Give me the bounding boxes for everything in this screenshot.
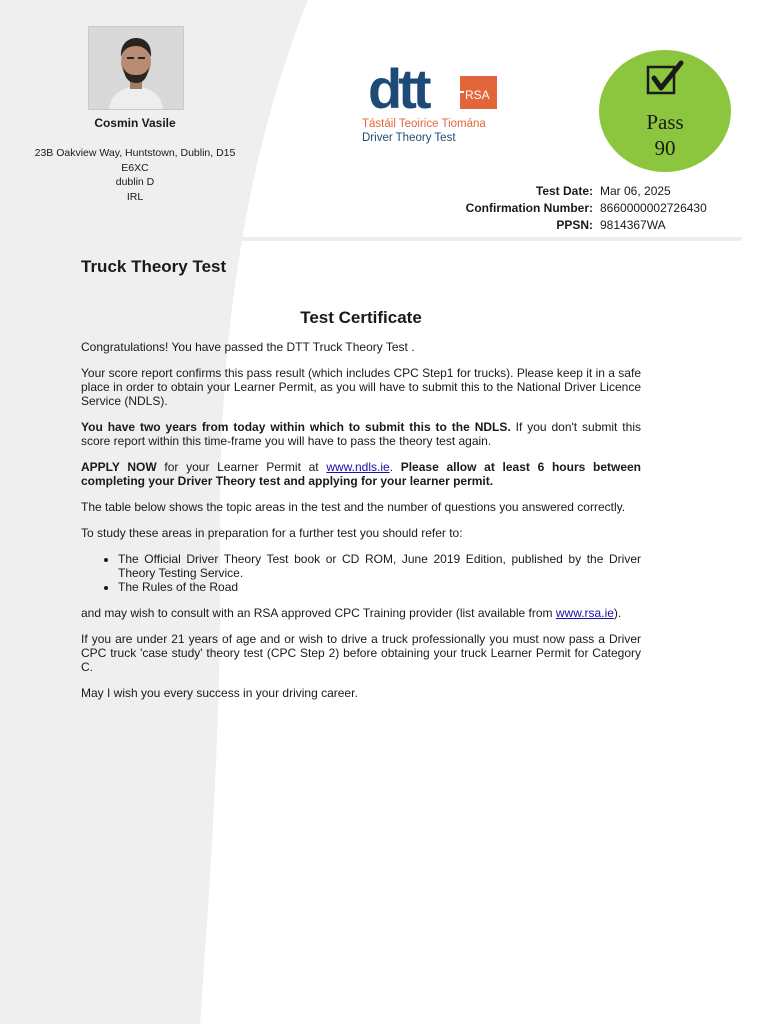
ppsn-row	[453, 217, 720, 234]
candidate-photo	[88, 26, 184, 110]
pass-badge	[599, 50, 731, 172]
consult-text: and may wish to consult with an RSA approved CPC Training provider (list available from	[81, 606, 556, 620]
test-info	[453, 183, 720, 234]
logo-irish-name: Tástáil Teoirice Tiomána	[362, 118, 486, 130]
result-label: Pass	[646, 110, 684, 134]
consult-paragraph	[81, 606, 641, 620]
address-line: dublin D	[115, 176, 155, 188]
two-years-paragraph	[81, 420, 641, 448]
test-date-row	[453, 183, 720, 200]
test-date-label: Test Date:	[535, 184, 593, 198]
candidate-address	[26, 146, 244, 204]
confirmation-label: Confirmation Number:	[465, 201, 593, 215]
document-title: Truck Theory Test	[81, 257, 227, 276]
ppsn-label: PPSN:	[556, 218, 593, 232]
apply-text: for your Learner Permit at	[156, 460, 327, 474]
under21-paragraph: If you are under 21 years of age and or wish to drive a truck professionally you must now pass a Driver CPC truck 'case study' theory test (CPC Step 2) before obtaining your truck Learner Permit for Category C.	[81, 632, 641, 674]
congrats-paragraph: Congratulations! You have passed the DTT Truck Theory Test .	[81, 340, 415, 354]
apply-now-bold: APPLY NOW	[81, 460, 157, 474]
dtt-logo-mark	[362, 62, 502, 118]
ppsn-value: 9814367WA	[600, 218, 666, 232]
table-note-paragraph: The table below shows the topic areas in the test and the number of questions you answered correctly.	[81, 500, 626, 514]
logo-english-name: Driver Theory Test	[362, 132, 456, 144]
list-item: • The Rules of the Road	[118, 580, 641, 594]
certificate-title: Test Certificate	[300, 308, 422, 327]
address-line: E6XC	[121, 161, 149, 174]
study-intro-paragraph: To study these areas in preparation for a further test you should refer to:	[81, 526, 463, 540]
score-report-paragraph: Your score report confirms this pass result (which includes CPC Step1 for trucks). Please keep it in a safe place in order to obtain your Learner Permit, as you will have to submit this to the National Driver Licence Service (NDLS).	[81, 366, 641, 408]
apply-period: .	[389, 460, 394, 474]
header-divider	[0, 237, 742, 241]
dtt-logo	[362, 62, 512, 144]
logo-mark-text: dtt	[368, 62, 428, 118]
address-line: IRL	[126, 190, 144, 203]
logo-rsa-text: RSA	[465, 88, 490, 102]
certificate-body	[81, 340, 641, 712]
rsa-link[interactable]: www.rsa.ie	[555, 606, 614, 620]
candidate-name: Cosmin Vasile	[94, 116, 176, 130]
closing-paragraph: May I wish you every success in your driving career.	[81, 686, 358, 700]
checkmark-icon	[645, 60, 685, 100]
apply-paragraph	[81, 460, 641, 488]
consult-end: ).	[613, 606, 622, 620]
study-list	[81, 552, 641, 594]
two-years-text: If you don't submit this score report within this time-frame you will have to pass the theory test again.	[81, 420, 641, 448]
apply-note: Please allow at least 6 hours between completing your Driver Theory test and applying for your learner permit.	[81, 460, 641, 488]
list-item: • The Official Driver Theory Test book or CD ROM, June 2019 Edition, published by the Driver Theory Testing Service.	[118, 552, 641, 580]
address-line: 23B Oakview Way, Huntstown, Dublin, D15	[34, 147, 236, 159]
result-score: 90	[654, 136, 676, 160]
ndls-link[interactable]: www.ndls.ie	[326, 460, 390, 474]
confirmation-value: 8660000002726430	[600, 201, 707, 215]
two-years-bold: You have two years from today within which to submit this to the NDLS.	[81, 420, 511, 434]
test-date-value: Mar 06, 2025	[600, 184, 671, 198]
confirmation-row	[453, 200, 720, 217]
